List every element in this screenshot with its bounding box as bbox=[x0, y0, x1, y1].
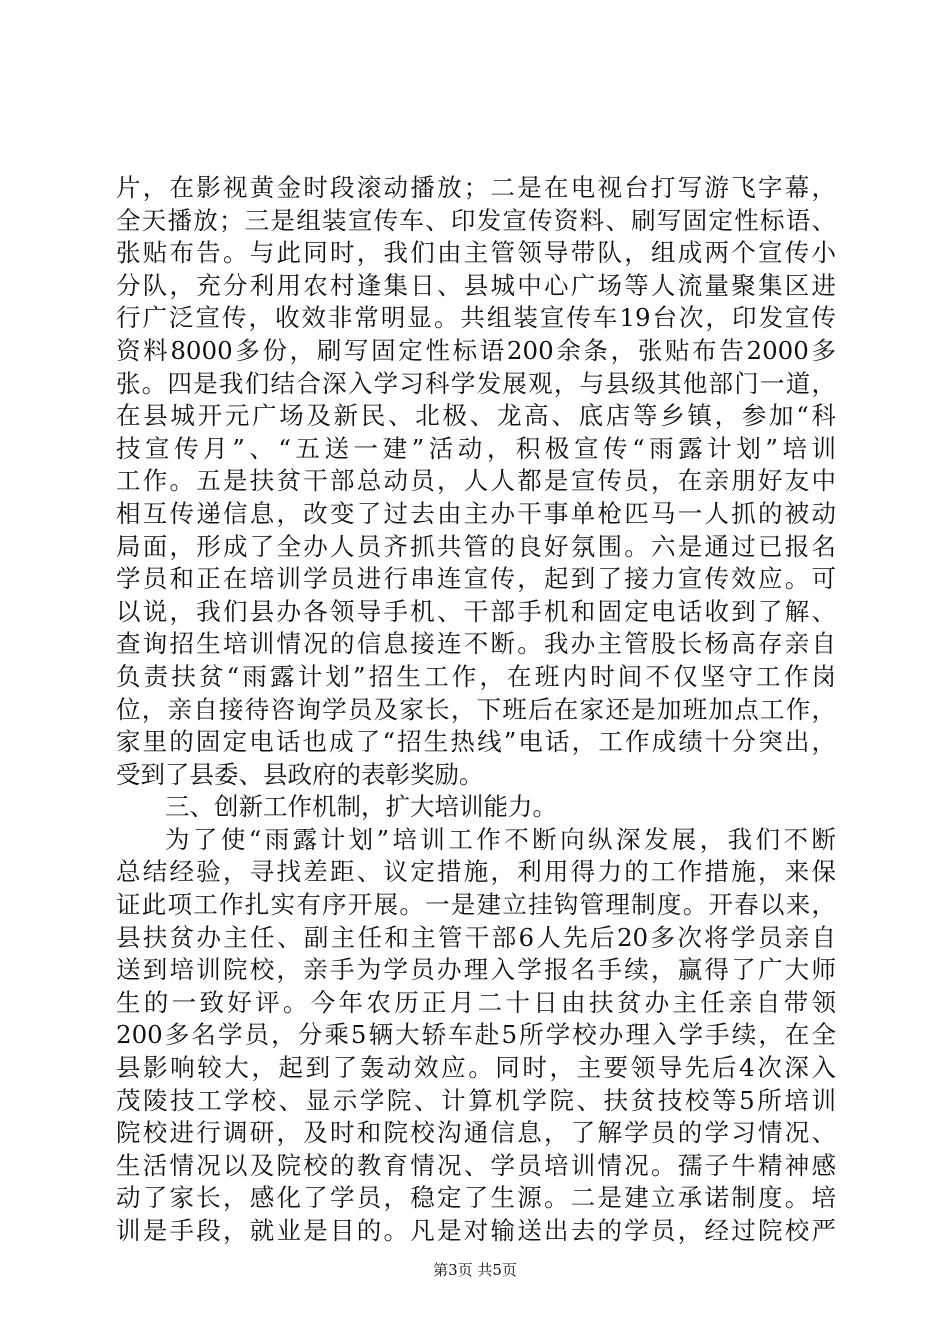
text-line: 张贴布告。与此同时，我们由主管领导带队，组成两个宣传小 bbox=[116, 238, 836, 268]
text-line: 为了使“雨露计划”培训工作不断向纵深发展，我们不断 bbox=[165, 824, 836, 854]
body-text bbox=[116, 172, 836, 1248]
text-line: 200多名学员，分乘5辆大轿车赴5所学校办理入学手续，在全 bbox=[116, 1020, 836, 1050]
text-line: 负责扶贫“雨露计划”招生工作，在班内时间不仅坚守工作岗 bbox=[116, 661, 836, 691]
text-line: 查询招生培训情况的信息接连不断。我办主管股长杨高存亲自 bbox=[116, 629, 836, 659]
text-line: 全天播放；三是组装宣传车、印发宣传资料、刷写固定性标语、 bbox=[116, 205, 836, 235]
text-line: 院校进行调研，及时和院校沟通信息，了解学员的学习情况、 bbox=[116, 1118, 836, 1148]
text-line: 证此项工作扎实有序开展。一是建立挂钩管理制度。开春以来， bbox=[116, 890, 836, 920]
text-line: 分队，充分利用农村逢集日、县城中心广场等人流量聚集区进 bbox=[116, 270, 836, 300]
text-line: 相互传递信息，改变了过去由主办干事单枪匹马一人抓的被动 bbox=[116, 498, 836, 528]
text-line: 局面，形成了全办人员齐抓共管的良好氛围。六是通过已报名 bbox=[116, 531, 836, 561]
text-line: 资料8000多份，刷写固定性标语200余条，张贴布告2000多 bbox=[116, 335, 836, 365]
text-line: 片，在影视黄金时段滚动播放；二是在电视台打写游飞字幕， bbox=[116, 173, 836, 202]
text-line: 在县城开元广场及新民、北极、龙高、底店等乡镇，参加“科 bbox=[116, 401, 836, 431]
text-line: 生活情况以及院校的教育情况、学员培训情况。孺子牛精神感 bbox=[116, 1150, 836, 1180]
text-line: 以说，我们县办各领导手机、干部手机和固定电话收到了解、 bbox=[116, 596, 836, 626]
text-line: 训是手段，就业是目的。凡是对输送出去的学员，经过院校严 bbox=[116, 1216, 836, 1245]
text-line: 家里的固定电话也成了“招生热线”电话，工作成绩十分突出， bbox=[116, 727, 836, 757]
text-line: 张。四是我们结合深入学习科学发展观，与县级其他部门一道， bbox=[116, 368, 836, 398]
text-line: 动了家长，感化了学员，稳定了生源。二是建立承诺制度。培 bbox=[116, 1183, 836, 1213]
text-line: 总结经验，寻找差距、议定措施，利用得力的工作措施，来保 bbox=[116, 857, 836, 887]
section-heading: 三、创新工作机制，扩大培训能力。 bbox=[165, 792, 557, 822]
text-line: 生的一致好评。今年农历正月二十日由扶贫办主任亲自带领 bbox=[116, 987, 836, 1017]
text-line: 学员和正在培训学员进行串连宣传，起到了接力宣传效应。可 bbox=[116, 564, 836, 594]
text-line: 位，亲自接待咨询学员及家长，下班后在家还是加班加点工作， bbox=[116, 694, 836, 724]
text-line: 县扶贫办主任、副主任和主管干部6人先后20多次将学员亲自 bbox=[116, 922, 836, 952]
text-line: 工作。五是扶贫干部总动员，人人都是宣传员，在亲朋好友中 bbox=[116, 466, 836, 496]
text-line: 受到了县委、县政府的表彰奖励。 bbox=[116, 759, 484, 789]
text-line: 送到培训院校，亲手为学员办理入学报名手续，赢得了广大师 bbox=[116, 955, 836, 985]
text-line: 行广泛宣传，收效非常明显。共组装宣传车19台次，印发宣传 bbox=[116, 303, 836, 333]
page-footer: 第3页 共5页 bbox=[433, 1261, 517, 1279]
text-line: 县影响较大，起到了轰动效应。同时，主要领导先后4次深入 bbox=[116, 1053, 836, 1083]
text-line: 茂陵技工学校、显示学院、计算机学院、扶贫技校等5所培训 bbox=[116, 1085, 836, 1115]
text-line: 技宣传月”、“五送一建”活动，积极宣传“雨露计划”培训 bbox=[116, 433, 836, 463]
